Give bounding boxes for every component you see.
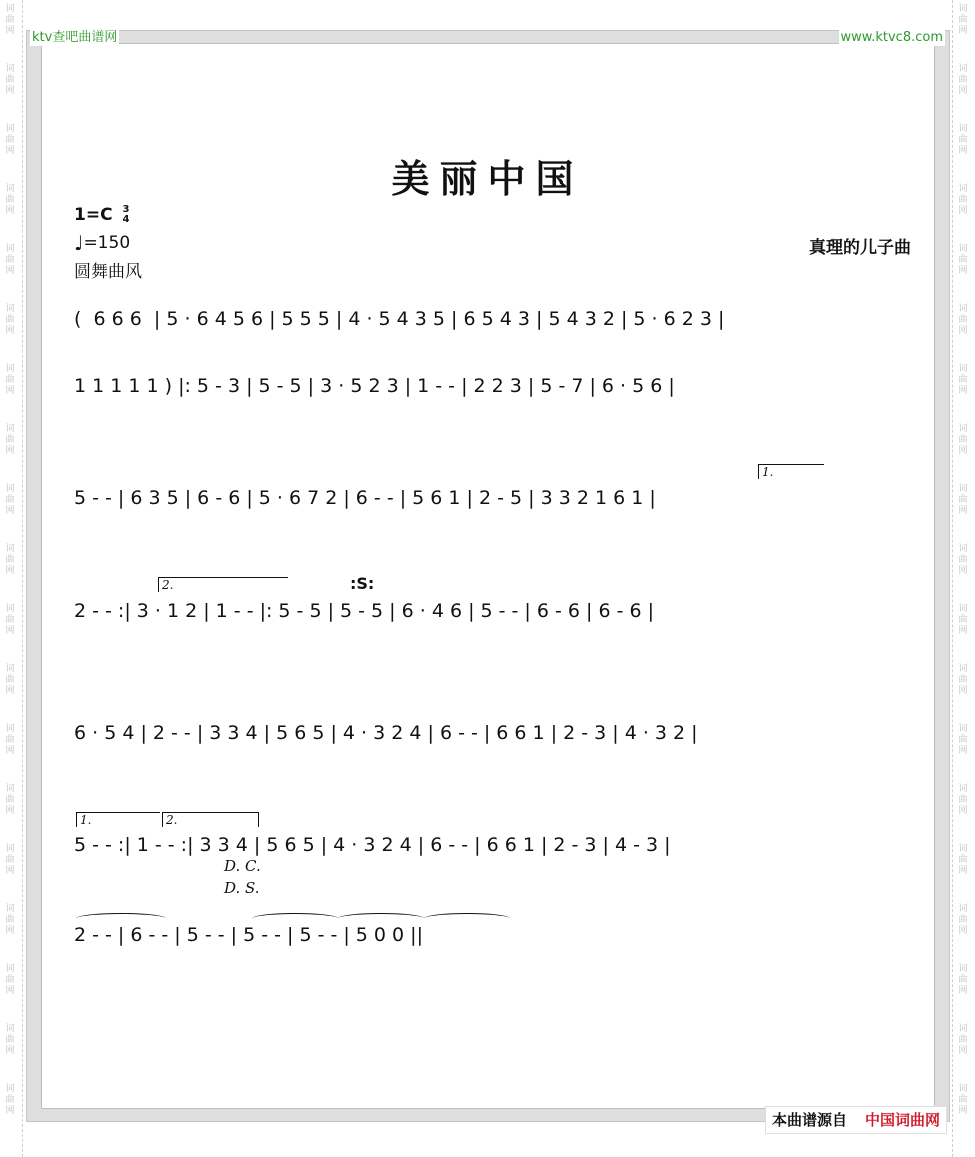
tempo-value: =150 — [83, 233, 131, 253]
side-watermark-text: 词 曲 网 — [958, 724, 968, 756]
side-watermark-text: 词 曲 网 — [958, 364, 968, 396]
side-watermark-text: 词 曲 网 — [958, 604, 968, 636]
time-signature — [122, 205, 129, 225]
notation-line-4: 2 - - :| 3 · 1 2 | 1 - - |: 5 - 5 | 5 - 5 | 6 · 4 6 | 5 - - | 6 - 6 | 6 - 6 | — [74, 600, 655, 622]
notation-line-3: 5 - - | 6 3 5 | 6 - 6 | 5 · 6 7 2 | 6 - - | 5 6 1 | 2 - 5 | 3 3 2 1 6 1 | — [74, 487, 656, 509]
side-watermark-text: 词 曲 网 — [958, 784, 968, 816]
notation-line-7: 2 - - | 6 - - | 5 - - | 5 - - | 5 - - | 5 0 0 || — [74, 924, 423, 946]
side-watermark-text: 词 曲 网 — [958, 184, 968, 216]
volta-bracket: 2. — [162, 812, 259, 827]
source-site-link[interactable]: 中国词曲网 — [864, 1111, 940, 1129]
side-watermark-text: 词 曲 网 — [958, 1024, 968, 1056]
da-capo-mark: D. C. — [224, 857, 261, 875]
side-watermark-text: 词 曲 网 — [5, 1084, 15, 1116]
volta-bracket: 2. — [158, 577, 288, 592]
volta-bracket: 1. — [758, 464, 824, 479]
side-watermark-text: 词 曲 网 — [958, 4, 968, 36]
side-watermark-text: 词 曲 网 — [5, 124, 15, 156]
side-watermark-text: 词 曲 网 — [958, 664, 968, 696]
side-watermark-text: 词 曲 网 — [5, 664, 15, 696]
side-watermark-text: 词 曲 网 — [5, 424, 15, 456]
song-title: 美丽中国 — [391, 156, 584, 201]
side-watermark-text: 词 曲 网 — [5, 4, 15, 36]
side-watermark-text: 词 曲 网 — [5, 244, 15, 276]
tempo-marking — [74, 233, 130, 253]
notation-line-5: 6 · 5 4 | 2 - - | 3 3 4 | 5 6 5 | 4 · 3 2 4 | 6 - - | 6 6 1 | 2 - 3 | 4 · 3 2 | — [74, 722, 698, 744]
source-credit — [765, 1106, 947, 1134]
side-watermark-text: 词 曲 网 — [958, 64, 968, 96]
side-watermark-text: 词 曲 网 — [958, 304, 968, 336]
side-watermark-text: 词 曲 网 — [958, 904, 968, 936]
watermark-left: ktv查吧曲谱网 — [32, 30, 118, 45]
side-watermark-text: 词 曲 网 — [958, 244, 968, 276]
side-watermark-text: 词 曲 网 — [5, 604, 15, 636]
dal-segno-mark: D. S. — [224, 879, 260, 897]
segno-mark: :S: — [350, 574, 375, 593]
notation-line-2: 1 1 1 1 1 ) |: 5 - 3 | 5 - 5 | 3 · 5 2 3 | 1 - - | 2 2 3 | 5 - 7 | 6 · 5 6 | — [74, 375, 675, 397]
time-top: 3 — [122, 204, 130, 215]
time-bottom: 4 — [122, 214, 130, 225]
composer-credit: 真理的儿子曲 — [809, 238, 911, 258]
side-watermark-text: 词 曲 网 — [958, 484, 968, 516]
side-watermark-text: 词 曲 网 — [958, 1084, 968, 1116]
key-signature — [74, 205, 129, 225]
side-watermark-text: 词 曲 网 — [5, 544, 15, 576]
side-watermark-text: 词 曲 网 — [5, 724, 15, 756]
key-label: 1=C — [74, 205, 113, 225]
side-watermark-text: 词 曲 网 — [958, 844, 968, 876]
side-watermark-text: 词 曲 网 — [5, 784, 15, 816]
notation-line-1: ( 6 6 6 | 5 · 6 4 5 6 | 5 5 5 | 4 · 5 4 3 5 | 6 5 4 3 | 5 4 3 2 | 5 · 6 2 3 | — [74, 308, 725, 330]
watermark-right: www.ktvc8.com — [840, 30, 943, 45]
side-watermark-text: 词 曲 网 — [5, 844, 15, 876]
tie-arc — [76, 913, 166, 924]
tie-arc — [252, 913, 338, 924]
side-watermark-text: 词 曲 网 — [5, 1024, 15, 1056]
tie-arc — [338, 913, 424, 924]
quarter-note-icon: ♩ — [74, 231, 84, 255]
side-watermark-text: 词 曲 网 — [5, 904, 15, 936]
side-watermark-text: 词 曲 网 — [5, 64, 15, 96]
side-watermark-text: 词 曲 网 — [5, 304, 15, 336]
side-watermark-text: 词 曲 网 — [5, 184, 15, 216]
notation-line-6: 5 - - :| 1 - - :| 3 3 4 | 5 6 5 | 4 · 3 2 4 | 6 - - | 6 6 1 | 2 - 3 | 4 - 3 | — [74, 834, 671, 856]
side-watermark-text: 词 曲 网 — [958, 424, 968, 456]
side-watermark-text: 词 曲 网 — [958, 964, 968, 996]
side-watermark-text: 词 曲 网 — [5, 364, 15, 396]
style-label: 圆舞曲风 — [74, 262, 142, 282]
side-watermark-text: 词 曲 网 — [5, 484, 15, 516]
tie-arc — [424, 913, 510, 924]
source-prefix: 本曲谱源自 — [771, 1111, 847, 1129]
volta-bracket: 1. — [76, 812, 160, 827]
side-watermark-text: 词 曲 网 — [5, 964, 15, 996]
side-watermark-text: 词 曲 网 — [958, 124, 968, 156]
side-watermark-text: 词 曲 网 — [958, 544, 968, 576]
